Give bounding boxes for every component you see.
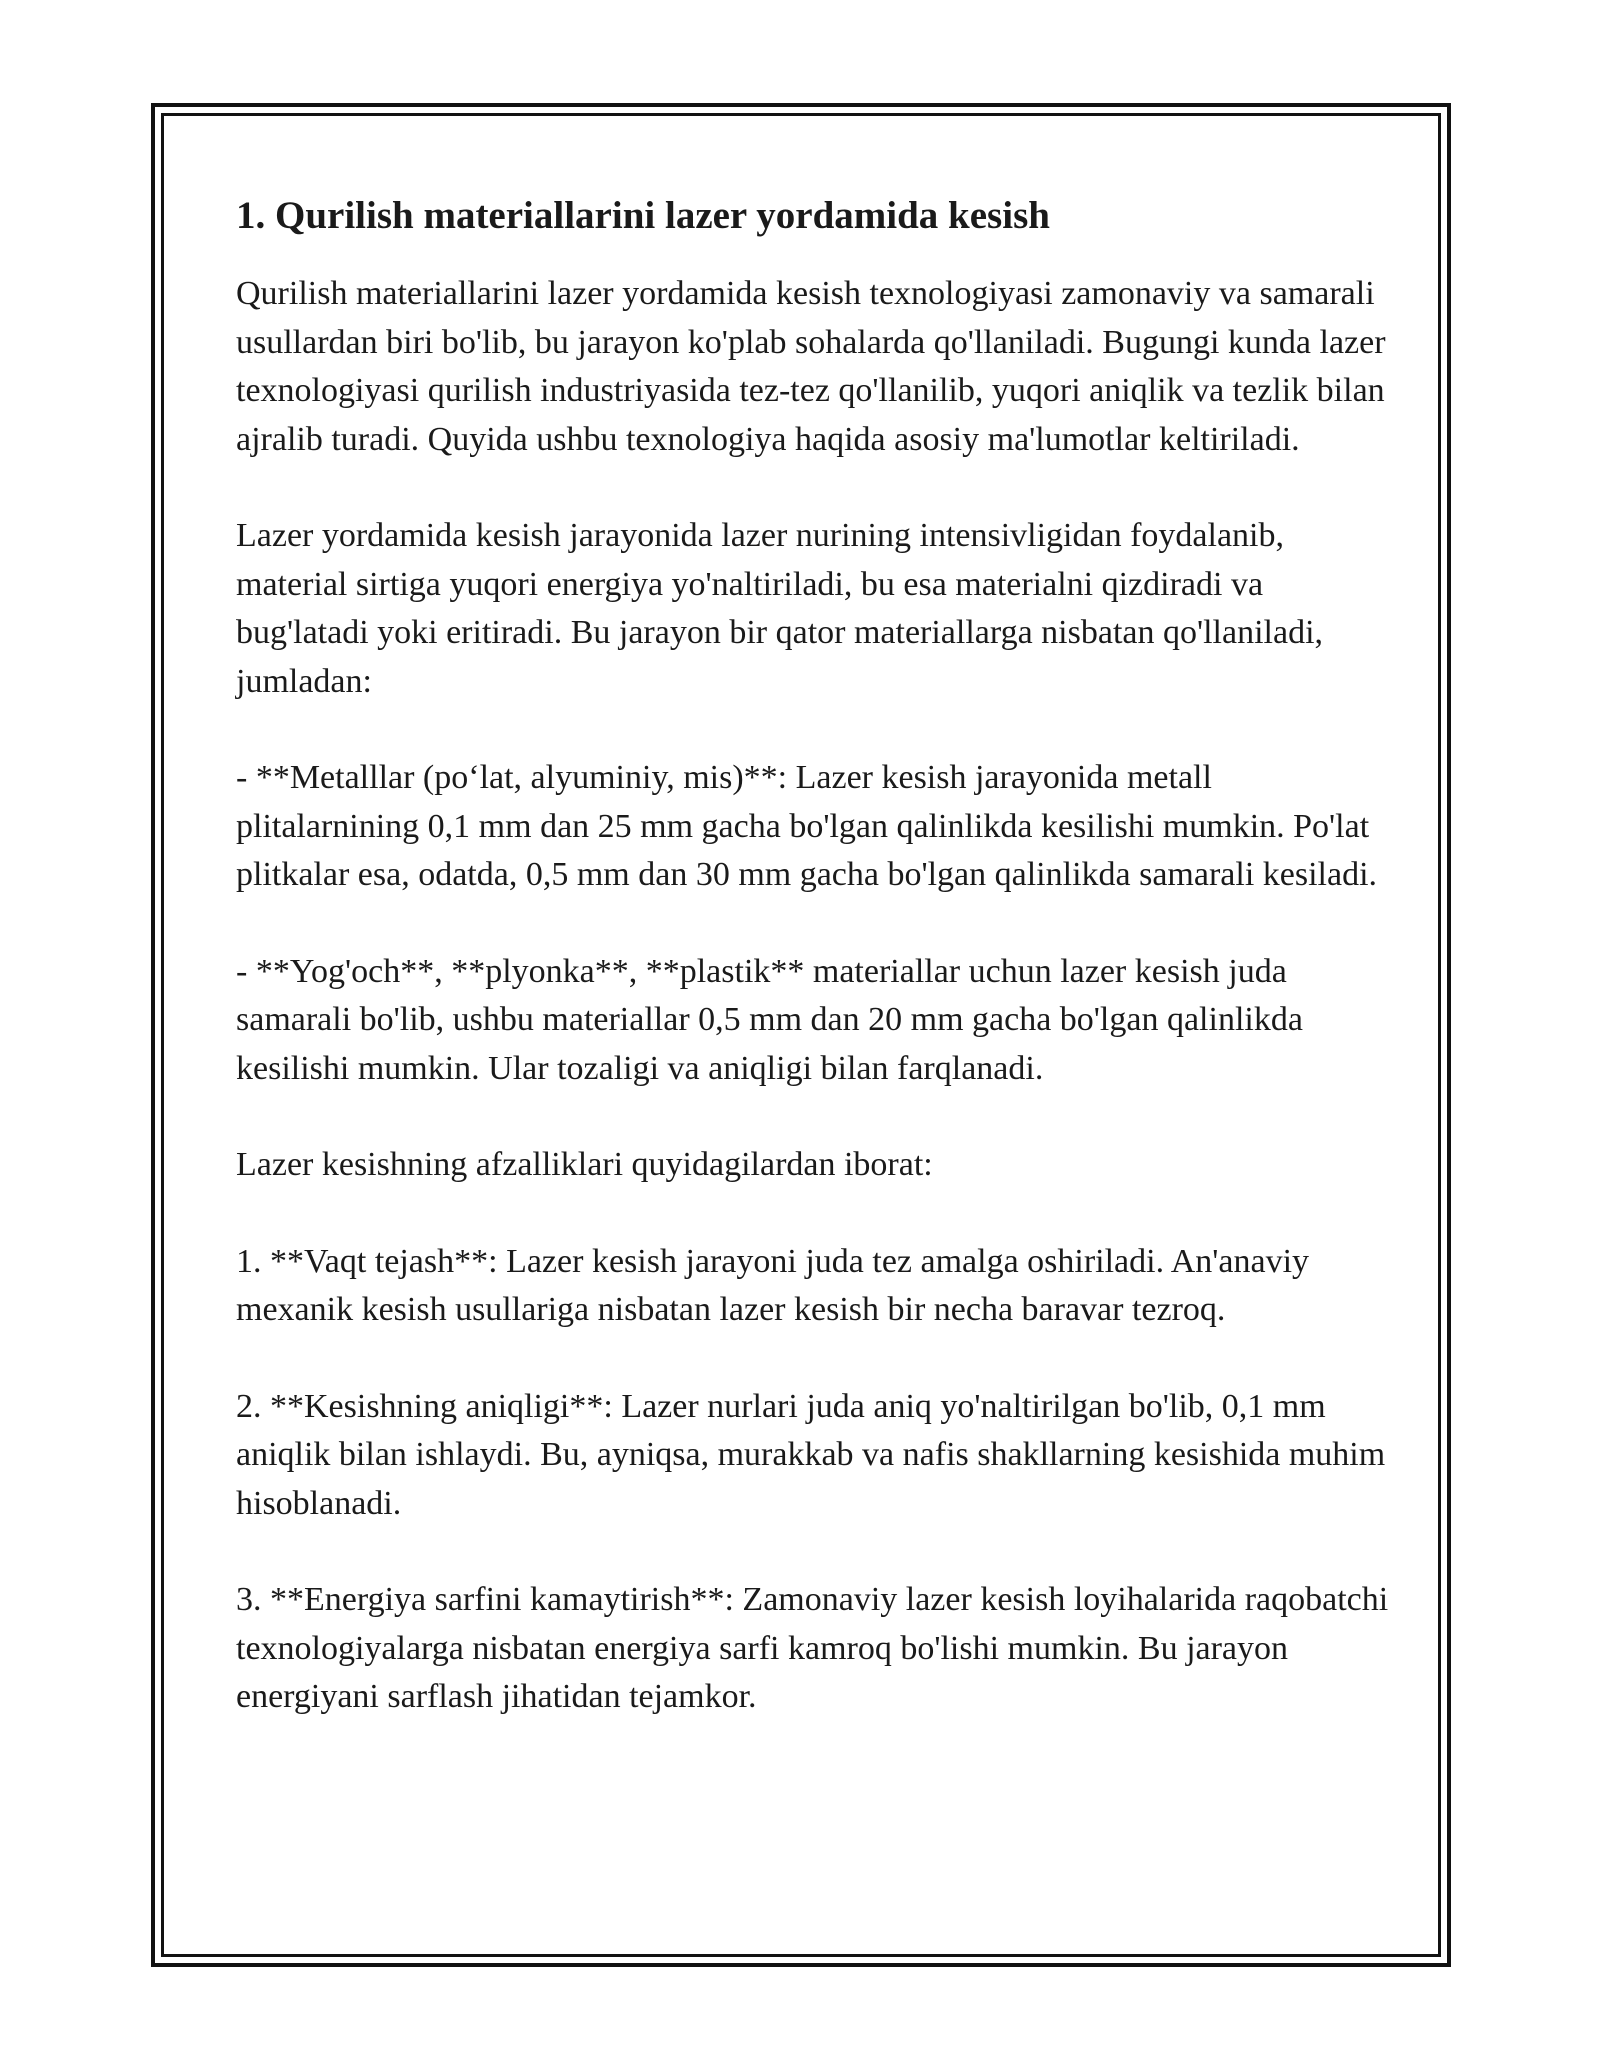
advantage-time-saving: 1. **Vaqt tejash**: Lazer kesish jarayoni juda tez amalga oshiriladi. An'anaviy mexanik kesish usullariga nisbatan lazer kesish bir necha baravar tezroq. — [236, 1242, 1310, 1328]
section-title: 1. Qurilish materiallarini lazer yordamida kesish — [236, 194, 1050, 237]
process-paragraph: Lazer yordamida kesish jarayonida lazer nurining intensivligidan foydalanib, material sirtiga yuqori energiya yo'naltiriladi, bu esa materialni qizdiradi va bug'latadi yoki eritiradi. Bu jarayon bir qator materiallarga nisbatan qo'llaniladi, jumladan: — [236, 517, 1324, 700]
intro-paragraph: Qurilish materiallarini lazer yordamida kesish texnologiyasi zamonaviy va samarali usullardan biri bo'lib, bu jarayon ko'plab sohalarda qo'llaniladi. Bugungi kunda lazer texnologiyasi qurilish industriyasida tez-tez qo'llanilib, yuqori aniqlik va tezlik bilan ajralib turadi. Quyida ushbu texnologiya haqida asosiy ma'lumotlar keltiriladi. — [236, 275, 1386, 458]
advantage-energy: 3. **Energiya sarfini kamaytirish**: Zamonaviy lazer kesish loyihalarida raqobatchi texnologiyalarga nisbatan energiya sarfi kamroq bo'lishi mumkin. Bu jarayon energiyani sarflash jihatidan tejamkor. — [236, 1581, 1389, 1715]
document-body — [236, 190, 1396, 1770]
advantage-precision: 2. **Kesishning aniqligi**: Lazer nurlari juda aniq yo'naltirilgan bo'lib, 0,1 mm aniqlik bilan ishlaydi. Bu, ayniqsa, murakkab va nafis shakllarning kesishida muhim hisoblanadi. — [236, 1387, 1386, 1522]
metals-list-item: - **Metalllar (po‘lat, alyuminiy, mis)**: Lazer kesish jarayonida metall plitalarnining 0,1 mm dan 25 mm gacha bo'lgan qalinlikda kesilishi mumkin. Po'lat plitkalar esa, odatda, 0,5 mm dan 30 mm gacha bo'lgan qalinlikda samarali kesiladi. — [236, 759, 1378, 893]
advantages-intro: Lazer kesishning afzalliklari quyidagilardan iborat: — [236, 1146, 933, 1183]
wood-plastic-list-item: - **Yog'och**, **plyonka**, **plastik** materiallar uchun lazer kesish juda samarali bo'lib, ushbu materiallar 0,5 mm dan 20 mm gacha bo'lgan qalinlikda kesilishi mumkin. Ular tozaligi va aniqligi bilan farqlanadi. — [236, 952, 1303, 1087]
